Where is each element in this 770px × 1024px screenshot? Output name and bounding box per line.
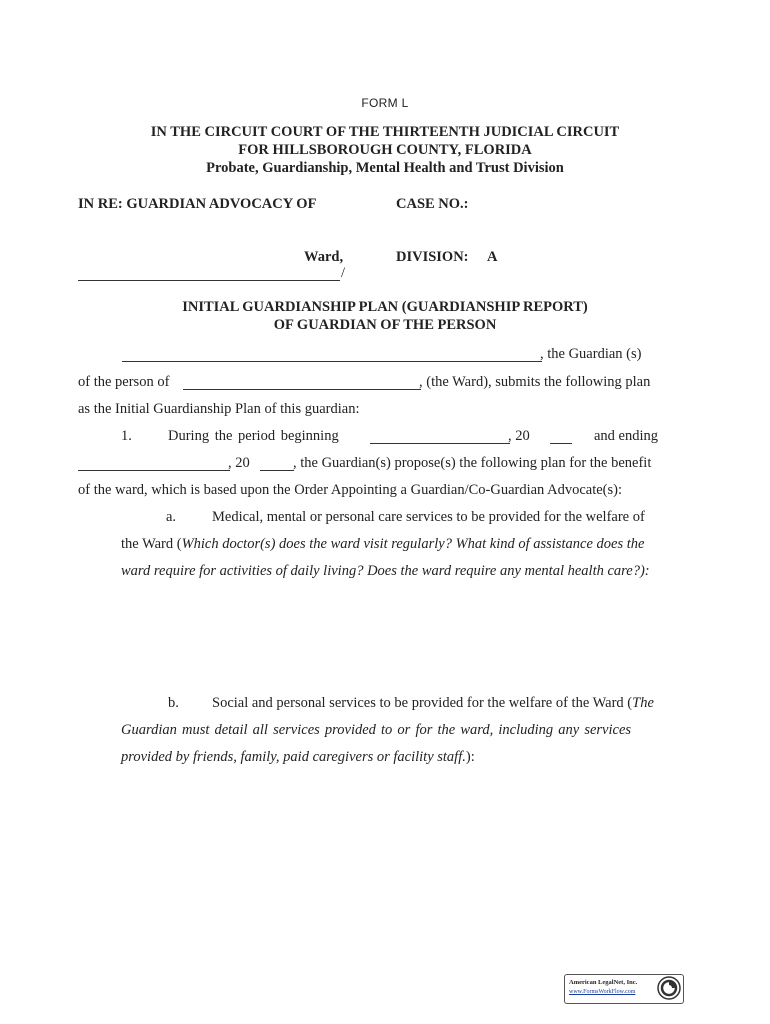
- item-a-line2-italic: Which doctor(s) does the ward visit regularly? What kind of assistance does the: [181, 536, 645, 552]
- item-a-text: Medical, mental or personal care services to be provided for the welfare of: [212, 509, 645, 525]
- ward-label: Ward,: [304, 249, 344, 265]
- ward-name-blank[interactable]: [78, 280, 340, 281]
- item-b-letter: b.: [168, 695, 179, 711]
- seal-icon: [657, 976, 681, 1000]
- in-re-label: IN RE: GUARDIAN ADVOCACY OF: [78, 196, 317, 212]
- case-no-label: CASE NO.:: [396, 196, 469, 212]
- item-b-italic-tail: The: [632, 695, 654, 711]
- logo-url: www.FormsWorkFlow.com: [569, 989, 636, 995]
- court-title-line2: FOR HILLSBOROUGH COUNTY, FLORIDA: [238, 142, 532, 158]
- division-value: A: [487, 249, 498, 265]
- item-a-line3: ward require for activities of daily living? Does the ward require any mental health care?):: [121, 563, 650, 579]
- form-label: FORM L: [361, 96, 409, 110]
- plan-title-line2: OF GUARDIAN OF THE PERSON: [273, 317, 497, 333]
- division-label: DIVISION:: [396, 249, 469, 265]
- item-b-line3: [121, 749, 475, 766]
- item1-comma-20: , 20: [508, 428, 530, 444]
- court-title-line1: IN THE CIRCUIT COURT OF THE THIRTEENTH JUDICIAL CIRCUIT: [150, 124, 620, 140]
- begin-date-blank[interactable]: [370, 443, 510, 444]
- item-a-line2-plain: the Ward (: [121, 536, 182, 552]
- item-b-text: [212, 695, 654, 712]
- court-division: Probate, Guardianship, Mental Health and Trust Division: [206, 160, 564, 176]
- item-a-line2: [121, 536, 644, 553]
- item1-line2-20: , 20: [228, 455, 250, 471]
- item1-ending-text: and ending: [594, 428, 659, 444]
- intro-guardian-text: , the Guardian (s): [540, 346, 642, 362]
- guardian-name-blank[interactable]: [122, 361, 542, 362]
- intro-ward-suffix: , (the Ward), submits the following plan: [419, 374, 651, 390]
- item1-line2-rest: , the Guardian(s) propose(s) the following plan for the benefit: [293, 455, 652, 471]
- item-b-text-plain: Social and personal services to be provided for the welfare of the Ward (: [212, 695, 633, 711]
- plan-title-line1: INITIAL GUARDIANSHIP PLAN (GUARDIANSHIP REPORT): [182, 299, 588, 315]
- item-b-line3-end: ):: [465, 749, 475, 765]
- end-date-blank[interactable]: [78, 470, 230, 471]
- item1-begin-text: During the period beginning: [168, 428, 339, 444]
- end-year-blank[interactable]: [260, 470, 294, 471]
- intro-person-prefix: of the person of: [78, 374, 170, 390]
- logo-company-name: American LegalNet, Inc.: [569, 979, 638, 986]
- american-legalnet-logo: [564, 974, 684, 1004]
- item-b-line3-italic: provided by friends, family, paid caregivers or facility staff.: [121, 749, 466, 765]
- begin-year-blank[interactable]: [550, 443, 572, 444]
- item-b-line2: Guardian must detail all services provided to or for the ward, including any services: [121, 722, 632, 738]
- item1-line3: of the ward, which is based upon the Order Appointing a Guardian/Co-Guardian Advocate(s):: [78, 482, 623, 498]
- person-name-blank[interactable]: [183, 389, 421, 390]
- caption-slash: /: [341, 265, 346, 281]
- item-a-letter: a.: [166, 509, 177, 525]
- intro-line3: as the Initial Guardianship Plan of this guardian:: [78, 401, 360, 417]
- item1-number: 1.: [121, 428, 132, 444]
